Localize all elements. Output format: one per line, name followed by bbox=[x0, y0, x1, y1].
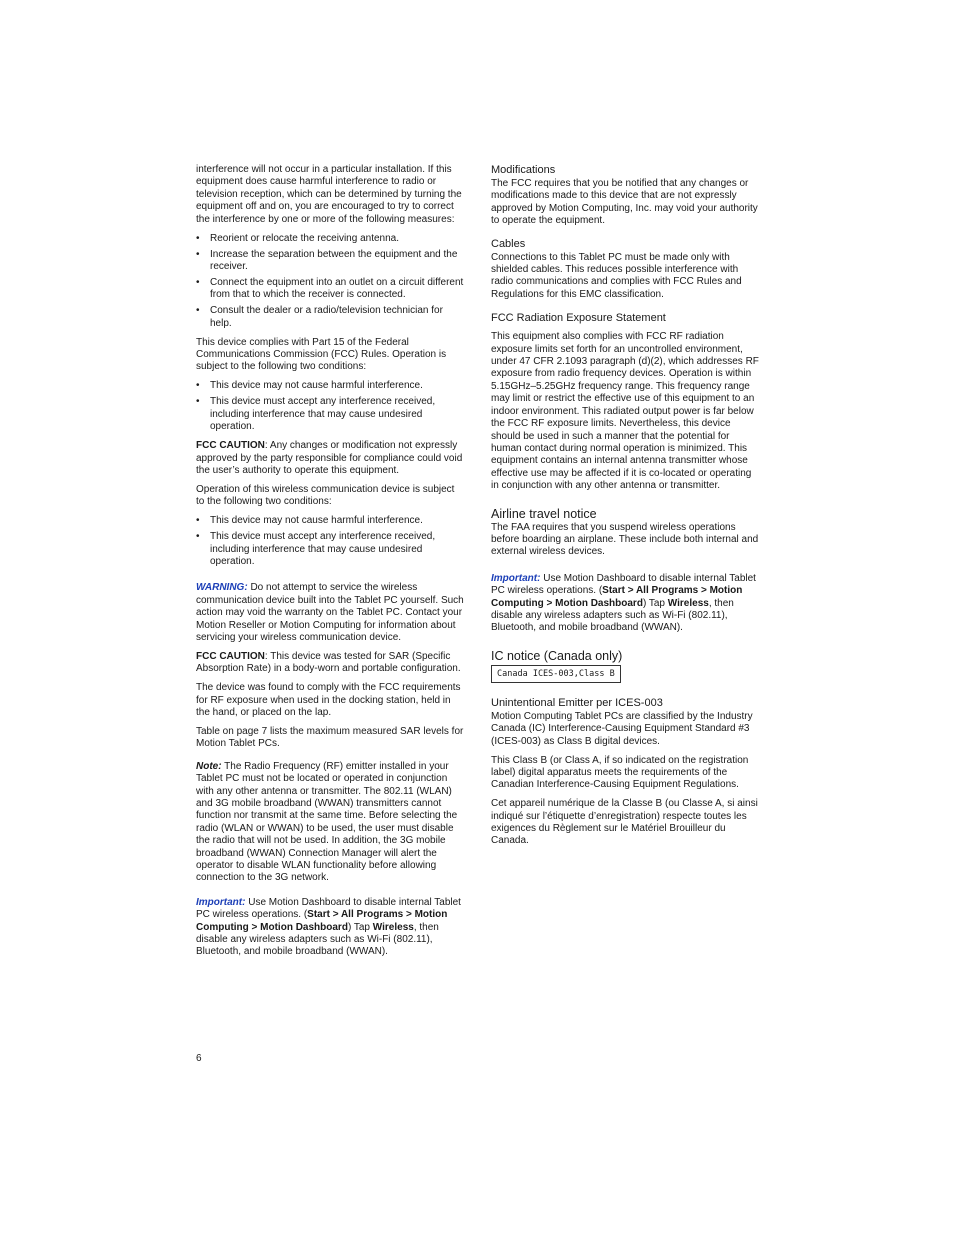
fcc-caution-label: FCC CAUTION bbox=[196, 440, 265, 452]
fcc-caution-text: : This device was tested for SAR (Specific Absorption Rate) in a body-worn and portable configuration. bbox=[196, 650, 461, 675]
modifications-text: The FCC requires that you be notified that any changes or modifications made to this device that are not expressly approved by Motion Computing, Inc. may void your authority to operate the equipment. bbox=[491, 178, 758, 227]
fcc-caution-label: FCC CAUTION bbox=[196, 650, 265, 662]
intro-paragraph: interference will not occur in a particular installation. If this equipment does cause harmful interference to radio or television reception, which can be determined by turning the equipment off and on, you are encouraged to try to correct the interference by one or more of the following measures: bbox=[196, 164, 462, 225]
cables-text: Connections to this Tablet PC must be made only with shielded cables. This reduces possible interference with radio communications and complies with FCC Rules and Regulations for this EMC classification. bbox=[491, 251, 742, 300]
list-item: • Increase the separation between the equipment and the receiver. bbox=[196, 249, 464, 274]
important-text: Use Motion Dashboard to disable internal Tablet PC wireless operations. ( bbox=[491, 572, 756, 597]
list-item: • Connect the equipment into an outlet on a circuit different from that to which the receiver is connected. bbox=[196, 277, 464, 302]
list-item: • Consult the dealer or a radio/television technician for help. bbox=[196, 305, 464, 330]
wireless-operation-paragraph: Operation of this wireless communication device is subject to the following two conditions: bbox=[196, 483, 455, 508]
wireless-label: Wireless bbox=[667, 597, 709, 609]
important-label: Important: bbox=[491, 572, 541, 584]
modifications-heading: Modifications bbox=[491, 164, 556, 176]
fcc-caution-sar-paragraph bbox=[196, 651, 464, 676]
conditions-list bbox=[196, 380, 464, 433]
list-item: • This device must accept any interference received, including interference that may cause undesired operation. bbox=[196, 396, 464, 433]
radiation-text: This equipment also complies with FCC RF radiation exposure limits set forth for an uncontrolled environment, under 47 CFR 2.1093 paragraph (d)(2), which addresses RF exposure from radio frequency devices. Operation is within 5.15GHz–5.25GHz frequency range. This frequency range may limit or restrict the effective use of this equipment to an indoor environment. This radiated output power is far below the FCC RF exposure limits. Nevertheless, this device should be used in such a manner that the potential for human contact during normal operation is minimized. This equipment contains an internal antenna transmitter whose effective use may be affected if it is co-located or operating in conjunction with any other antenna or transmitter. bbox=[491, 331, 759, 492]
list-item: • Reorient or relocate the receiving antenna. bbox=[196, 233, 464, 245]
sar-table-paragraph: Table on page 7 lists the maximum measured SAR levels for Motion Tablet PCs. bbox=[196, 725, 464, 750]
cables-heading: Cables bbox=[491, 237, 526, 250]
important-paragraph bbox=[491, 573, 759, 635]
note-paragraph bbox=[196, 761, 464, 885]
wireless-label: Wireless bbox=[372, 921, 414, 933]
airline-text: The FAA requires that you suspend wireless operations before boarding an airplane. These include both internal and external wireless devices. bbox=[491, 521, 759, 558]
left-column bbox=[196, 164, 464, 965]
emitter-text-1: Motion Computing Tablet PCs are classified by the Industry Canada (IC) Interference-Causing Equipment Standard #3 (ICES-003) as Class B digital devices. bbox=[491, 710, 753, 747]
interference-measures-list bbox=[196, 233, 464, 331]
ic-notice-heading: IC notice (Canada only) bbox=[491, 648, 623, 663]
list-item: • This device must accept any interference received, including interference that may cause undesired operation. bbox=[196, 531, 464, 568]
important-text: ) Tap bbox=[642, 597, 668, 609]
note-label: Note: bbox=[196, 760, 222, 772]
fcc-caution-paragraph bbox=[196, 440, 464, 477]
fcc-part15-paragraph: This device complies with Part 15 of the Federal Communications Commission (FCC) Rules. Operation is subject to the following two conditions: bbox=[196, 336, 447, 373]
rf-exposure-paragraph: The device was found to comply with the FCC requirements for RF exposure when used in the docking station, held in the hand, or placed on the lap. bbox=[196, 682, 461, 718]
important-text: , then disable any wireless adapters such as Wi-Fi (802.11), Bluetooth, and mobile broadband (WWAN). bbox=[491, 597, 734, 634]
right-column bbox=[491, 164, 759, 854]
wireless-conditions-list bbox=[196, 515, 464, 568]
warning-paragraph bbox=[196, 582, 464, 644]
list-item: • This device may not cause harmful interference. bbox=[196, 380, 464, 392]
note-text: The Radio Frequency (RF) emitter installed in your Tablet PC must not be located or operated in conjunction with any other antenna or transmitter. The 802.11 (WLAN) and 3G mobile broadband (WWAN) transmitters cannot function nor transmit at the same time. Before selecting the radio (WLAN or WWAN) to be used, the user must disable the radio that will not be used. In addition, the 3G mobile broadband (WWAN) Connection Manager will alert the operator to disable WLAN functionality before allowing connection to the 3G network. bbox=[196, 760, 458, 884]
fcc-caution-text: : Any changes or modification not expressly approved by the party responsible for compliance could void the user’s authority to operate this equipment. bbox=[196, 440, 463, 476]
emitter-text-2: This Class B (or Class A, if so indicated on the registration label) digital apparatus meets the requirements of the Canadian Interference-Causing Equipment Regulations. bbox=[491, 754, 749, 791]
menu-path: Start > All Programs > Motion Computing > Motion Dashboard bbox=[491, 585, 743, 609]
emitter-text-3: Cet appareil numérique de la Classe B (ou Classe A, si ainsi indiqué sur l’étiquette d’enregistration) respecte toutes les exigences du Règlement sur le Matériel Brouilleur du Canada. bbox=[491, 798, 758, 847]
ices-code-box: Canada ICES-003,Class B bbox=[491, 665, 621, 683]
page-number: 6 bbox=[196, 1053, 202, 1064]
emitter-heading: Unintentional Emitter per ICES-003 bbox=[491, 696, 663, 709]
warning-label: WARNING: bbox=[196, 582, 248, 594]
important-paragraph bbox=[196, 897, 464, 959]
list-item: • This device may not cause harmful interference. bbox=[196, 515, 464, 527]
important-text: ) Tap bbox=[347, 921, 373, 933]
airline-heading: Airline travel notice bbox=[491, 506, 597, 521]
important-label: Important: bbox=[196, 896, 246, 908]
radiation-heading: FCC Radiation Exposure Statement bbox=[491, 312, 666, 325]
warning-text: Do not attempt to service the wireless communication device built into the Tablet PC yourself. Such action may void the warranty on the Tablet PC. Contact your Motion Reseller or Motion Computing for information about servicing your wireless communication device. bbox=[196, 582, 464, 643]
menu-path: Start > All Programs > Motion Computing > Motion Dashboard bbox=[196, 909, 448, 933]
important-text: , then disable any wireless adapters such as Wi-Fi (802.11), Bluetooth, and mobile broadband (WWAN). bbox=[196, 921, 439, 958]
important-text: Use Motion Dashboard to disable internal Tablet PC wireless operations. ( bbox=[196, 896, 461, 921]
